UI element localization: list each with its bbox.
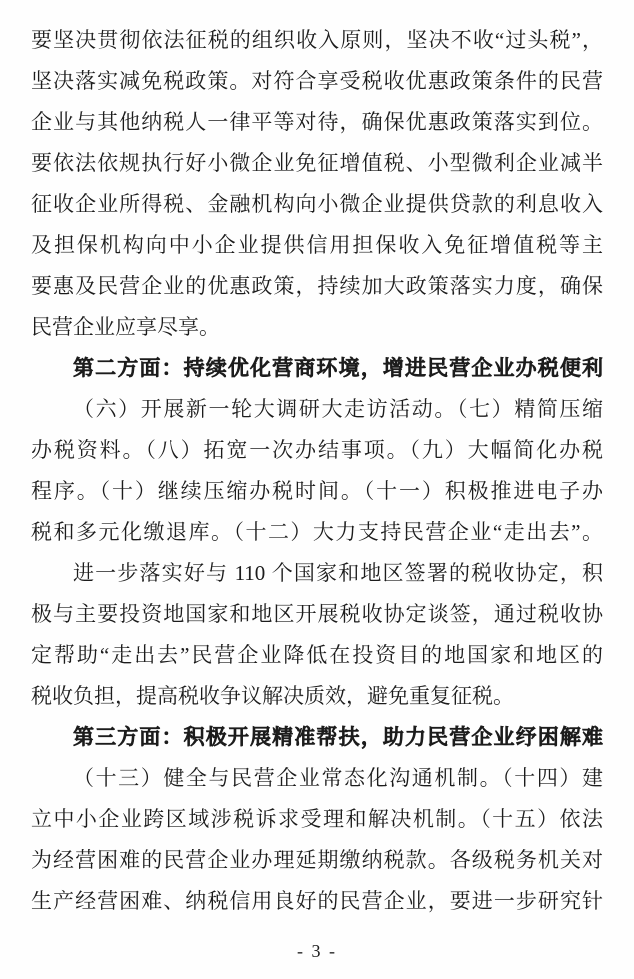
text-line: 企业与其他纳税人一律平等对待，确保优惠政策落实到位。 xyxy=(31,110,603,134)
text-line: 要惠及民营企业的优惠政策，持续加大政策落实力度，确保 xyxy=(31,274,603,298)
section-heading: 第三方面：积极开展精准帮扶，助力民营企业纾困解难 xyxy=(73,725,603,749)
text-line: 要依法依规执行好小微企业免征增值税、小型微利企业减半 xyxy=(31,151,603,175)
text-line: 税收负担，提高税收争议解决质效，避免重复征税。 xyxy=(31,684,514,708)
text-line: 极与主要投资地国家和地区开展税收协定谈签，通过税收协 xyxy=(31,602,603,626)
text-line: 定帮助“走出去”民营企业降低在投资目的地国家和地区的 xyxy=(31,643,603,667)
text-line: 进一步落实好与 110 个国家和地区签署的税收协定，积 xyxy=(73,561,603,585)
text-line: 征收企业所得税、金融机构向小微企业提供贷款的利息收入 xyxy=(31,192,603,216)
page-number: - 3 - xyxy=(297,941,337,961)
page-footer xyxy=(0,936,634,966)
text-line: 办税资料。（八）拓宽一次办结事项。（九）大幅简化办税 xyxy=(31,438,603,462)
text-line: 坚决落实减免税政策。对符合享受税收优惠政策条件的民营 xyxy=(31,69,603,93)
document-body xyxy=(31,20,603,922)
text-line: 民营企业应享尽享。 xyxy=(31,315,220,339)
text-line: 立中小企业跨区域涉税诉求受理和解决机制。（十五）依法 xyxy=(31,807,603,831)
text-line: （十三）健全与民营企业常态化沟通机制。（十四）建 xyxy=(73,766,603,790)
text-line: （六）开展新一轮大调研大走访活动。（七）精简压缩 xyxy=(73,397,603,421)
text-line: 为经营困难的民营企业办理延期缴纳税款。各级税务机关对 xyxy=(31,848,603,872)
text-line: 生产经营困难、纳税信用良好的民营企业，要进一步研究针 xyxy=(31,889,603,913)
text-line: 税和多元化缴退库。（十二）大力支持民营企业“走出去”。 xyxy=(31,520,603,544)
text-line: 要坚决贯彻依法征税的组织收入原则，坚决不收“过头税”， xyxy=(31,28,603,52)
section-heading: 第二方面：持续优化营商环境，增进民营企业办税便利 xyxy=(73,356,603,380)
text-line: 及担保机构向中小企业提供信用担保收入免征增值税等主 xyxy=(31,233,603,257)
text-line: 程序。（十）继续压缩办税时间。（十一）积极推进电子办 xyxy=(31,479,603,503)
